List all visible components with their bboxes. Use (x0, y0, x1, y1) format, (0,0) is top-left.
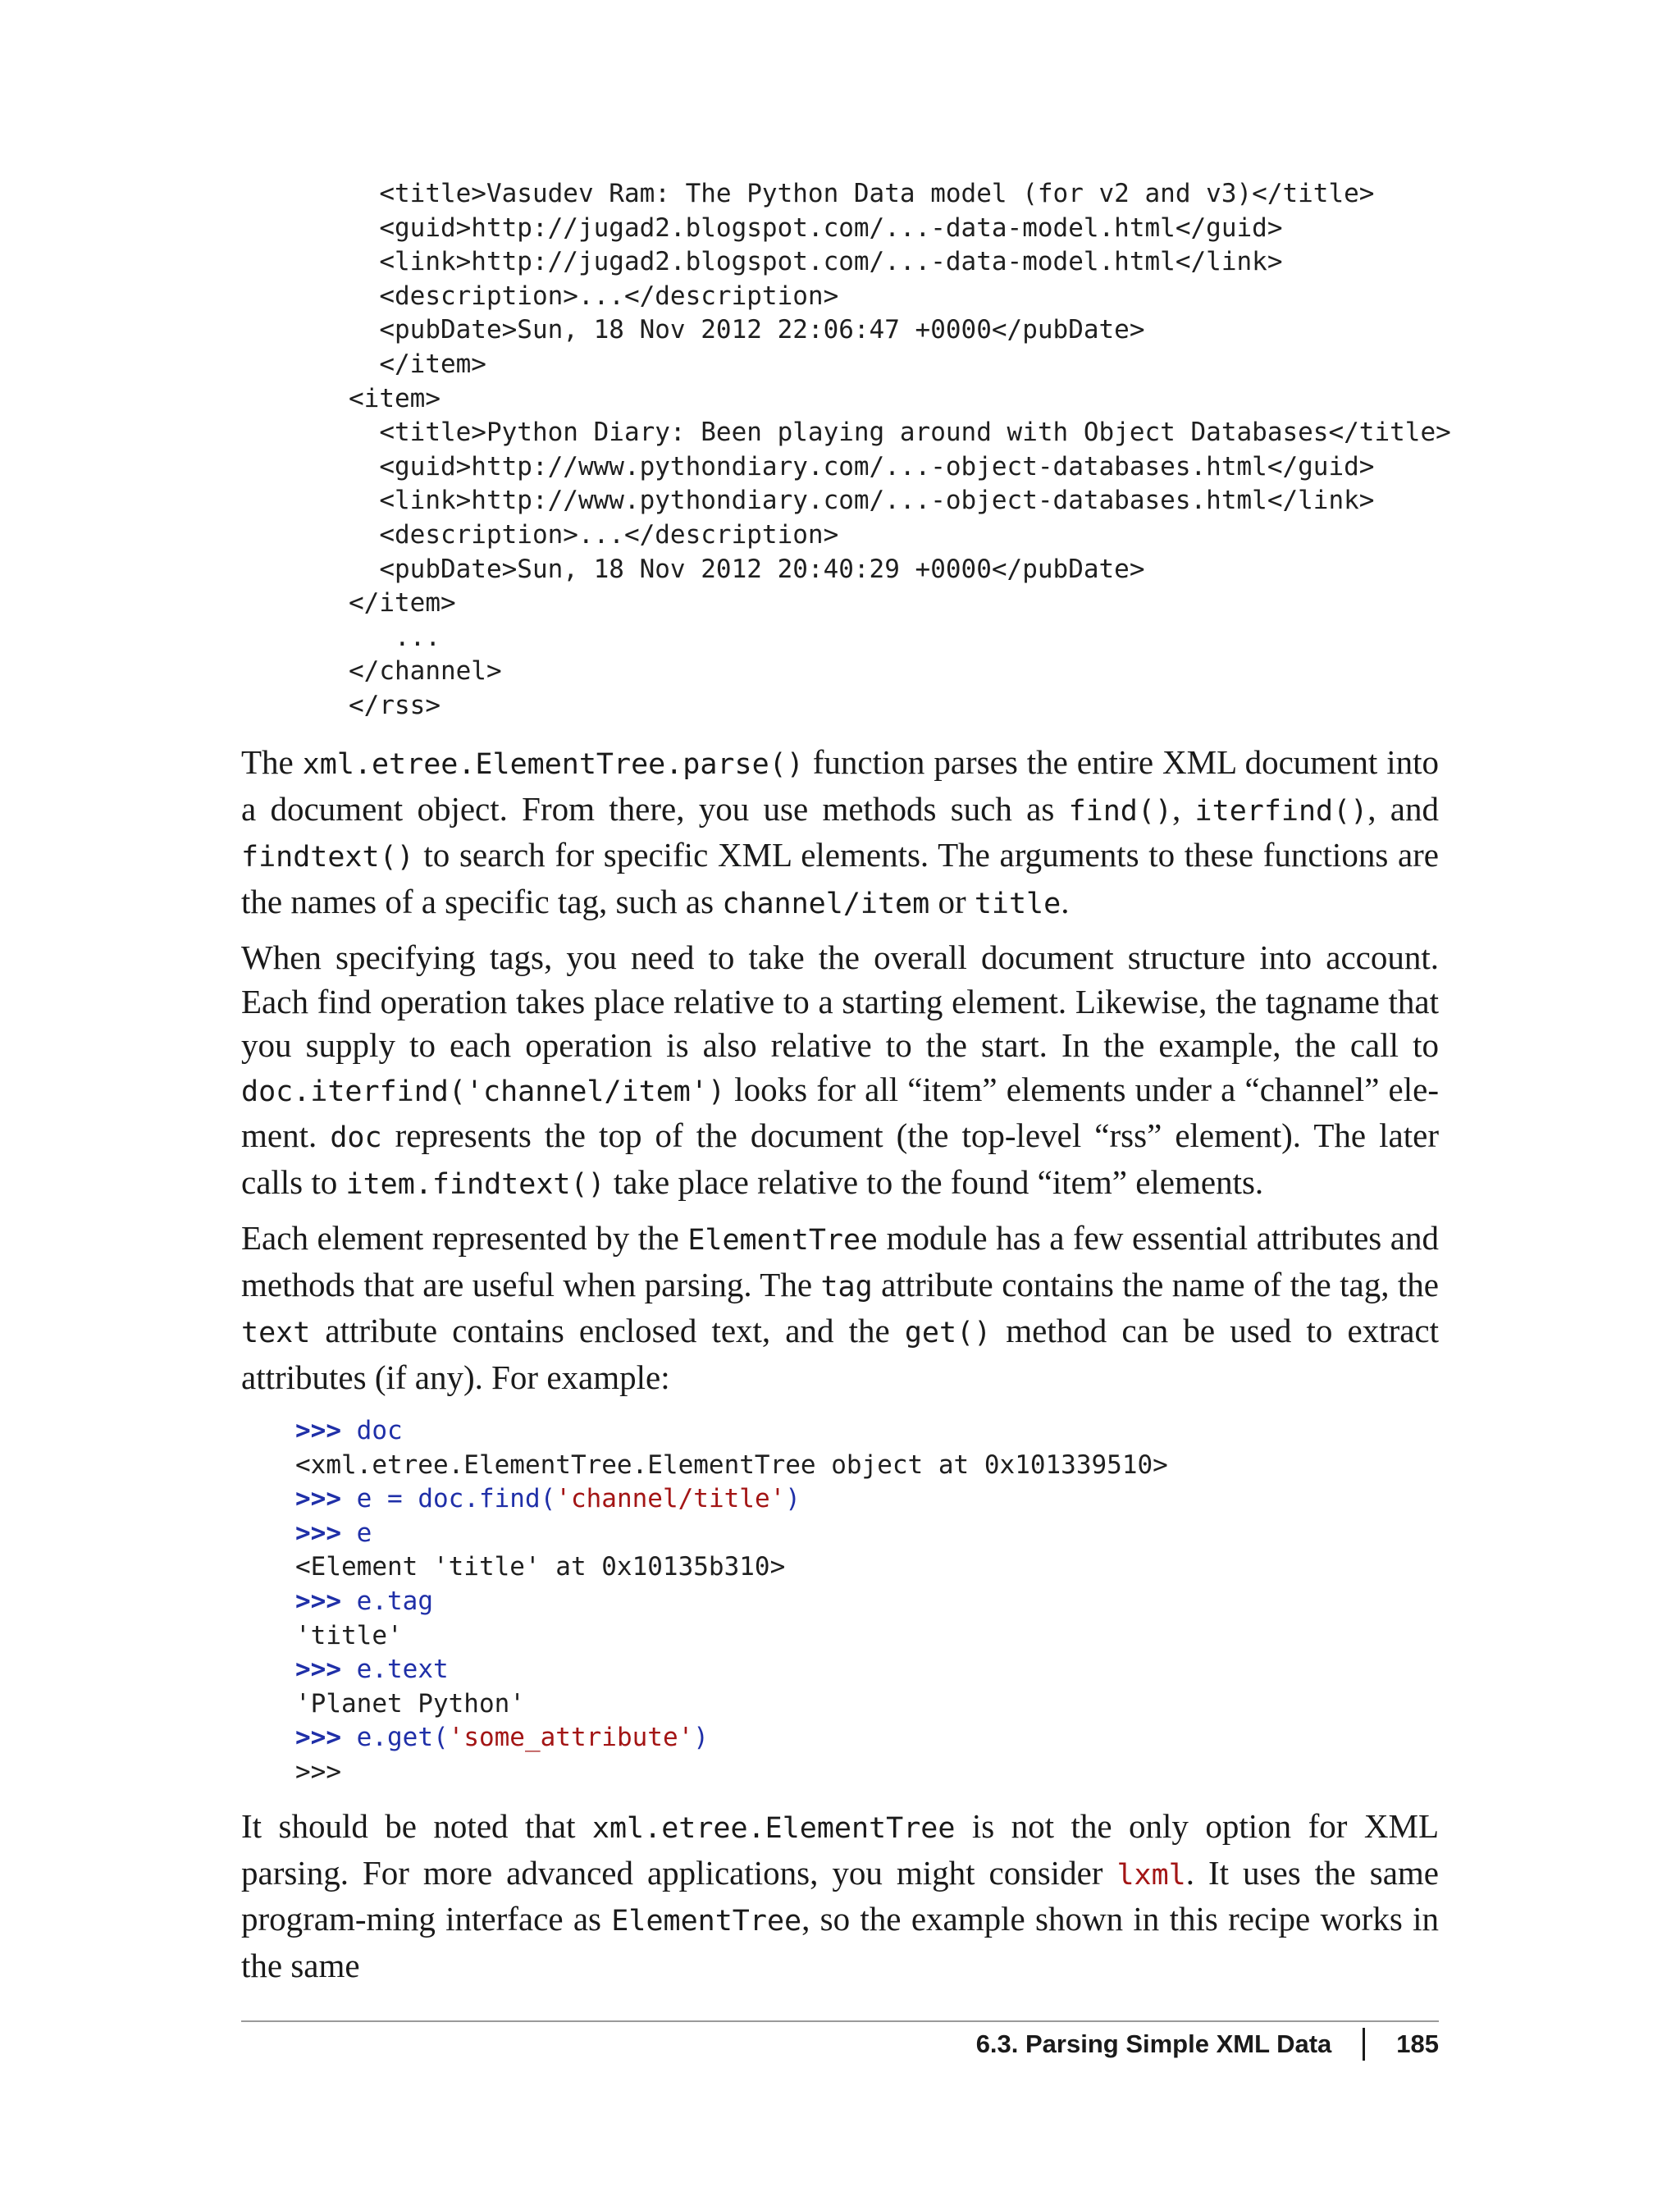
code-line: <item> (349, 383, 441, 413)
repl-input: e = doc.find( (356, 1484, 556, 1514)
code-line: <pubDate>Sun, 18 Nov 2012 22:06:47 +0000</pubDate> (349, 315, 1145, 345)
code-line: <title>Python Diary: Been playing around with Object Databases</title> (349, 418, 1451, 448)
code-line: <guid>http://jugad2.blogspot.com/...-data-model.html</guid> (349, 212, 1283, 243)
code-line: </item> (349, 588, 456, 619)
repl-input: e.text (356, 1655, 449, 1685)
footer-rule (241, 2020, 1439, 2022)
page-footer (976, 2028, 1439, 2061)
code-line: </item> (349, 349, 486, 379)
repl-input: e (356, 1518, 372, 1548)
page-number: 185 (1396, 2029, 1439, 2058)
xml-code-listing (349, 177, 1451, 724)
repl-output: 'Planet Python' (295, 1688, 525, 1719)
code-line: <title>Vasudev Ram: The Python Data model (for v2 and v3)</title> (349, 179, 1375, 208)
code-line: <description>...</description> (349, 519, 839, 550)
repl-prompt: >>> (295, 1655, 341, 1685)
repl-input: e.get( (356, 1723, 449, 1753)
code-line: <link>http://jugad2.blogspot.com/...-data-model.html</link> (349, 247, 1283, 277)
repl-output: <xml.etree.ElementTree.ElementTree object at 0x101339510> (295, 1449, 1168, 1480)
lxml-link[interactable]: lxml (1116, 1858, 1186, 1892)
repl-input: doc (356, 1416, 403, 1445)
code-line: <pubDate>Sun, 18 Nov 2012 20:40:29 +0000</pubDate> (349, 554, 1145, 584)
repl-input: ) (693, 1723, 709, 1753)
repl-string: 'some_attribute' (448, 1723, 694, 1753)
paragraph-lxml-note: It should be noted that xml.etree.ElementTree is not the only option for XML parsing. For more advanced applications, you might consider lxml. It uses the same program‐ming interface as ElementTree, so the example shown in this recipe works in the same (241, 1807, 1439, 1984)
footer-section-title: 6.3. Parsing Simple XML Data (975, 2029, 1332, 2058)
repl-prompt: >>> (295, 1586, 341, 1616)
code-line: <guid>http://www.pythondiary.com/...-object-databases.html</guid> (349, 451, 1375, 482)
repl-prompt: >>> (295, 1723, 341, 1753)
repl-output: <Element 'title' at 0x10135b310> (295, 1552, 786, 1582)
code-line: <link>http://www.pythondiary.com/...-object-databases.html</link> (349, 486, 1375, 516)
paragraph-parse-function: The xml.etree.ElementTree.parse() function parses the entire XML document into a document object. From there, you use methods such as find(), iterfind(), and findtext() to search for specific XML elements. The arguments to these functions are the names of a specific tag, such as channel/item or title. (241, 743, 1440, 920)
repl-prompt: >>> (295, 1756, 341, 1787)
repl-prompt: >>> (295, 1518, 341, 1548)
code-line: ... (349, 622, 441, 652)
python-repl-example (295, 1414, 1168, 1790)
repl-input: e.tag (356, 1586, 433, 1616)
repl-prompt: >>> (295, 1484, 341, 1514)
code-line: <description>...</description> (349, 281, 839, 311)
code-line: </channel> (349, 656, 502, 687)
code-line: </rss> (349, 690, 441, 720)
paragraph-specifying-tags: When specifying tags, you need to take the overall document structure into account. Each find operation takes place relative to a starting element. Likewise, the tagname that you supply to each operation is also relative to the start. In the example, the call to doc.iterfind('channel/item') looks for all “item” elements under a “channel” ele‐ment. doc represents the top of the document (the top-level “rss” element). The later calls to item.findtext() take place relative to the found “item” elements. (241, 938, 1439, 1201)
repl-input: ) (785, 1484, 801, 1514)
repl-output: 'title' (295, 1620, 403, 1650)
repl-prompt: >>> (295, 1416, 341, 1445)
paragraph-element-attributes: Each element represented by the ElementTree module has a few essential attributes and methods that are useful when parsing. The tag attribute contains the name of the tag, the text attribute contains enclosed text, and the get() method can be used to extract attributes (if any). For example: (241, 1219, 1440, 1396)
repl-string: 'channel/title' (555, 1484, 786, 1514)
footer-separator (1363, 2028, 1365, 2061)
